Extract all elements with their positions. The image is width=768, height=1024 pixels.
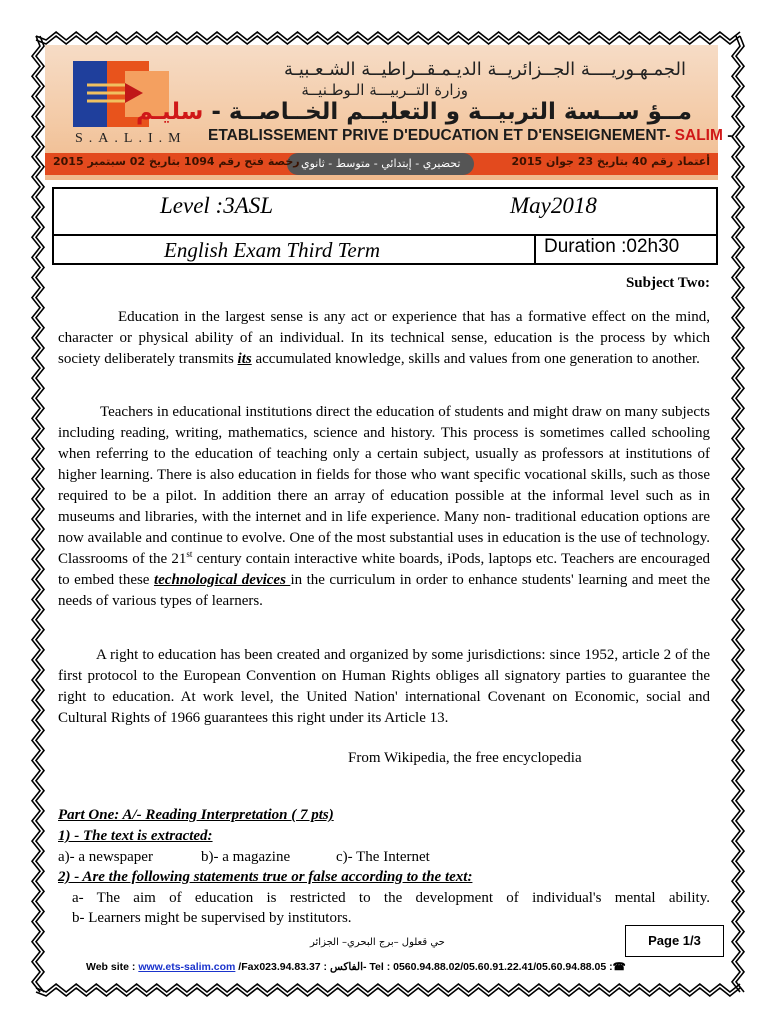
exam-date: May2018 [510, 193, 597, 218]
paragraph-1 [58, 307, 710, 370]
levels-badge: تحضيري - إبتدائي - متوسط - ثانوي [287, 153, 474, 175]
exam-info-row [54, 189, 716, 236]
statement-b: b- Learners might be supervised by institutors. [72, 910, 352, 926]
question-1-options [58, 847, 430, 867]
zigzag-border-line [36, 32, 740, 40]
subject-heading: Subject Two: [625, 275, 710, 291]
exam-info-table [52, 187, 718, 265]
etab-tail: - [727, 127, 733, 144]
school-header-banner [45, 45, 733, 180]
exam-title: English Exam Third Term [164, 238, 381, 262]
website-link[interactable]: www.ets-salim.com [138, 961, 236, 973]
exam-level: Level :3ASL [160, 193, 274, 218]
accreditation-text: أعتماد رقم 40 بتاريخ 23 جوان 2015 [511, 155, 710, 168]
part-one-heading: Part One: A/- Reading Interpretation ( 7 pts) [58, 807, 334, 823]
statement-a: a- The aim of education is restricted to the development of individual's mental ability. [72, 890, 710, 906]
institution-arabic-main: مــؤ ســسة التربيــة و التعليــم الخــاصــة - [211, 99, 692, 125]
paragraph-3: A right to education has been created and organized by some jurisdictions: since 1952, article 2 of the first protocol to the European Convention on Human Rights obliges all signatory parties to guarantee the right to education. At work level, the United Nation' international Covenant on Economic, social and Cultural Rights of 1966 guarantees this right under its Article 13. [58, 647, 710, 726]
p1-text-a: Education in the largest sense is any act or experience that has a formative effect on the mind, character or physical ability of an individual. In its technical sense, education is the process by which society deliberately transmits [58, 309, 710, 367]
web-label: Web site : [86, 961, 139, 973]
republic-title: الجمـهـوريــــة الجــزائريــة الديـمـقــراطيــة الشـعـبيـة [284, 59, 686, 80]
contact-numbers: /Fax023.94.83.37 : الفاكس- Tel : 0560.94.88.02/05.60.91.22.41/05.60.94.88.05 :☎ [235, 961, 626, 973]
option-b: b)- a magazine [201, 849, 291, 865]
duration-cell [534, 236, 716, 263]
paragraph-2 [58, 402, 710, 612]
source-citation: From Wikipedia, the free encyclopedia [348, 750, 582, 766]
p1-emphasis: its [237, 351, 252, 367]
institution-arabic-salim: سليـم [136, 99, 204, 125]
p2-emphasis: technological devices [153, 572, 291, 588]
exam-duration: Duration :02h30 [544, 236, 680, 257]
option-a: a)- a newspaper [58, 849, 153, 865]
p2-text-b: century contain interactive white boards, iPods, laptops etc. Teachers are encouraged to embed these [58, 551, 710, 588]
logo-name: S.A.L.I.M [75, 131, 187, 146]
license-text: رخصة فتح رقم 1094 بتاريخ 02 سبتمبر 2015 [53, 155, 300, 168]
institution-arabic-name [136, 99, 692, 125]
question-2-heading: 2) - Are the following statements true or false according to the text: [58, 869, 473, 885]
p2-superscript: st [186, 549, 193, 559]
question-1-heading: 1) - The text is extracted: [58, 828, 213, 844]
etab-salim: SALIM [674, 127, 723, 144]
etab-main-text: ETABLISSEMENT PRIVE D'EDUCATION ET D'ENSEIGNEMENT- [208, 127, 671, 144]
school-address: حي قعلول –برج البحري– الجزائر [310, 937, 445, 948]
zigzag-border-line [36, 984, 740, 992]
p1-text-b: accumulated knowledge, skills and values from one generation to another. [251, 351, 700, 367]
ministry-title: وزارة التــربيـــة الـوطـنيــة [301, 81, 468, 99]
institution-french-name [208, 127, 732, 145]
contact-footer [86, 961, 626, 973]
p2-text-a: Teachers in educational institutions direct the education of students and might draw on many subjects including reading, writing, mathematics, science and history. This process is sometimes called schooling when referring to the education of teaching only a certain subject, usually as professors at institutions of higher learning. There is also education in fields for those who want specific vocational skills, such as those required to be a pilot. In addition there an array of education possible at the informal level such as in museums and libraries, with the internet and in life experience. Many non- traditional education options are now available and continue to evolve. One of the most substantial uses in education is the use of technology. Classrooms of the 21 [58, 404, 710, 567]
option-c: c)- The Internet [336, 849, 430, 865]
p2-text-c: in the curriculum in order to enhance students' learning and meet the needs of various types of learners. [58, 572, 710, 609]
page-number: Page 1/3 [625, 925, 724, 957]
